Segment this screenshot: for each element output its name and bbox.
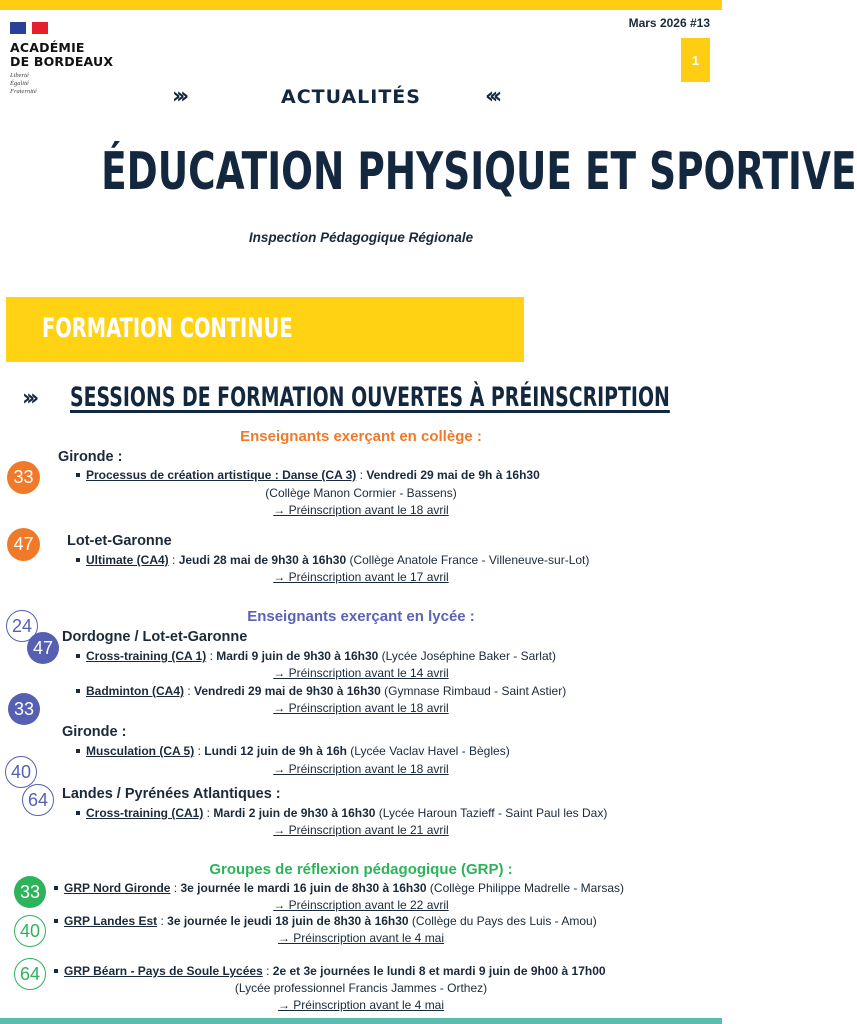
- session-location: (Lycée Haroun Tazieff - Saint Paul les Dax): [375, 806, 608, 820]
- session-item: [76, 806, 607, 820]
- subtitle: Inspection Pédagogique Régionale: [248, 230, 474, 245]
- bullet-icon: [76, 473, 80, 477]
- session-link[interactable]: Badminton (CA4): [86, 684, 184, 698]
- separator: :: [194, 744, 205, 758]
- motto-liberte: Liberté: [10, 72, 29, 79]
- page-title: ÉDUCATION PHYSIQUE ET SPORTIVE: [101, 142, 857, 202]
- preinscription-deadline: [0, 666, 722, 680]
- preinscription-deadline: [0, 701, 722, 715]
- session-details: Mardi 2 juin de 9h30 à 16h30: [213, 806, 376, 820]
- session-item: [76, 744, 510, 758]
- preinscription-link[interactable]: → Préinscription avant le 18 avril: [273, 701, 449, 715]
- kicker: ACTUALITÉS: [281, 86, 421, 108]
- category-college: Enseignants exerçant en collège :: [240, 428, 482, 445]
- logo-title: [10, 41, 113, 69]
- section-banner-label: FORMATION CONTINUE: [42, 313, 293, 344]
- preinscription-deadline: [0, 503, 722, 517]
- preinscription-link[interactable]: → Préinscription avant le 4 mai: [277, 998, 445, 1012]
- motto-egalite: Égalité: [10, 80, 29, 87]
- category-lycee: Enseignants exerçant en lycée :: [247, 608, 475, 625]
- department-badge-64: 64: [14, 958, 46, 990]
- bullet-icon: [76, 811, 80, 815]
- bullet-icon: [54, 886, 58, 890]
- grp-location: (Collège Philippe Madrelle - Marsas): [426, 881, 625, 895]
- preinscription-link[interactable]: → Préinscription avant le 4 mai: [277, 931, 445, 945]
- session-item: [76, 468, 540, 482]
- chevrons-left-icon: ‹‹‹: [485, 84, 498, 109]
- grp-item: [54, 881, 624, 895]
- chevrons-right-icon: ›››: [22, 386, 35, 411]
- region-landes-pyrenees-atlantiques: Landes / Pyrénées Atlantiques :: [62, 786, 281, 802]
- separator: :: [170, 881, 181, 895]
- region-lot-et-garonne: Lot-et-Garonne: [67, 533, 172, 549]
- department-badge-24: 24: [6, 610, 38, 642]
- session-item: [76, 553, 589, 567]
- bullet-icon: [76, 749, 80, 753]
- grp-item: [54, 964, 606, 978]
- bullet-icon: [76, 558, 80, 562]
- session-details: Lundi 12 juin de 9h à 16h: [204, 744, 347, 758]
- session-link[interactable]: Processus de création artistique : Danse (CA 3): [86, 468, 357, 482]
- department-badge-64: 64: [22, 784, 54, 816]
- preinscription-deadline: [0, 898, 722, 912]
- preinscription-link[interactable]: → Préinscription avant le 18 avril: [273, 762, 449, 776]
- session-location: (Collège Manon Cormier - Bassens): [265, 486, 457, 500]
- preinscription-link[interactable]: → Préinscription avant le 17 avril: [273, 570, 449, 584]
- page-number-badge: 1: [681, 38, 710, 82]
- preinscription-deadline: [0, 823, 722, 837]
- department-badge-47: 47: [7, 528, 40, 561]
- preinscription-link[interactable]: → Préinscription avant le 18 avril: [273, 503, 449, 517]
- session-location: (Collège Anatole France - Villeneuve-sur-Lot): [346, 553, 590, 567]
- session-item: [76, 649, 556, 663]
- separator: :: [168, 553, 179, 567]
- motto-fraternite: Fraternité: [10, 88, 37, 95]
- grp-details: 2e et 3e journées le lundi 8 et mardi 9 juin de 9h00 à 17h00: [272, 964, 606, 978]
- bullet-icon: [76, 689, 80, 693]
- session-link[interactable]: Cross-training (CA 1): [86, 649, 207, 663]
- separator: :: [206, 649, 217, 663]
- session-location: (Gymnase Rimbaud - Saint Astier): [380, 684, 567, 698]
- grp-link[interactable]: GRP Landes Est: [64, 914, 158, 928]
- session-link[interactable]: Ultimate (CA4): [86, 553, 169, 567]
- preinscription-link[interactable]: → Préinscription avant le 21 avril: [273, 823, 449, 837]
- preinscription-deadline: [0, 762, 722, 776]
- session-link[interactable]: Cross-training (CA1): [86, 806, 204, 820]
- grp-details: 3e journée le mardi 16 juin de 8h30 à 16h30: [180, 881, 427, 895]
- grp-location: (Lycée professionnel Francis Jammes - Orthez): [234, 981, 488, 995]
- preinscription-link[interactable]: → Préinscription avant le 14 avril: [273, 666, 449, 680]
- category-grp: Groupes de réflexion pédagogique (GRP) :: [209, 861, 513, 878]
- department-badge-33: 33: [7, 461, 40, 494]
- bullet-icon: [54, 969, 58, 973]
- department-badge-40: 40: [5, 756, 37, 788]
- preinscription-link[interactable]: → Préinscription avant le 22 avril: [273, 898, 449, 912]
- separator: :: [203, 806, 214, 820]
- grp-item: [54, 914, 597, 928]
- bullet-icon: [54, 919, 58, 923]
- department-badge-40: 40: [14, 915, 46, 947]
- preinscription-deadline: [0, 931, 722, 945]
- session-details: Vendredi 29 mai de 9h30 à 16h30: [194, 684, 381, 698]
- sessions-heading-row: [22, 382, 722, 416]
- preinscription-deadline: [0, 998, 722, 1012]
- top-accent-bar: [0, 0, 722, 10]
- region-dordogne-lot-et-garonne: Dordogne / Lot-et-Garonne: [62, 629, 248, 645]
- separator: :: [356, 468, 367, 482]
- preinscription-deadline: [0, 570, 722, 584]
- marianne-flag-icon: [10, 22, 48, 34]
- session-details: Jeudi 28 mai de 9h30 à 16h30: [178, 553, 347, 567]
- bullet-icon: [76, 654, 80, 658]
- department-badge-47: 47: [27, 632, 59, 664]
- session-details: Mardi 9 juin de 9h30 à 16h30: [216, 649, 379, 663]
- grp-link[interactable]: GRP Béarn - Pays de Soule Lycées: [64, 964, 263, 978]
- issue-label: Mars 2026 #13: [628, 16, 710, 30]
- grp-link[interactable]: GRP Nord Gironde: [64, 881, 171, 895]
- session-location: (Lycée Vaclav Havel - Bègles): [346, 744, 510, 758]
- separator: :: [262, 964, 273, 978]
- region-gironde: Gironde :: [58, 449, 123, 465]
- chevrons-right-icon: ›››: [172, 84, 185, 109]
- session-location: (Lycée Joséphine Baker - Sarlat): [378, 649, 556, 663]
- bottom-accent-bar: [0, 1018, 722, 1024]
- separator: :: [157, 914, 168, 928]
- kicker-row: [0, 82, 722, 112]
- section-banner: [6, 297, 524, 362]
- grp-details: 3e journée le jeudi 18 juin de 8h30 à 16h30: [167, 914, 409, 928]
- logo-line-2: DE BORDEAUX: [10, 54, 114, 69]
- session-link[interactable]: Musculation (CA 5): [86, 744, 195, 758]
- logo-line-1: ACADÉMIE: [10, 40, 85, 55]
- department-badge-33: 33: [8, 693, 40, 725]
- session-item: [76, 684, 566, 698]
- session-details: Vendredi 29 mai de 9h à 16h30: [366, 468, 540, 482]
- department-badge-33: 33: [14, 876, 46, 908]
- region-gironde: Gironde :: [62, 724, 127, 740]
- separator: :: [184, 684, 195, 698]
- grp-location: (Collège du Pays des Luis - Amou): [408, 914, 597, 928]
- sessions-heading: SESSIONS DE FORMATION OUVERTES À PRÉINSCRIPTION: [70, 382, 670, 413]
